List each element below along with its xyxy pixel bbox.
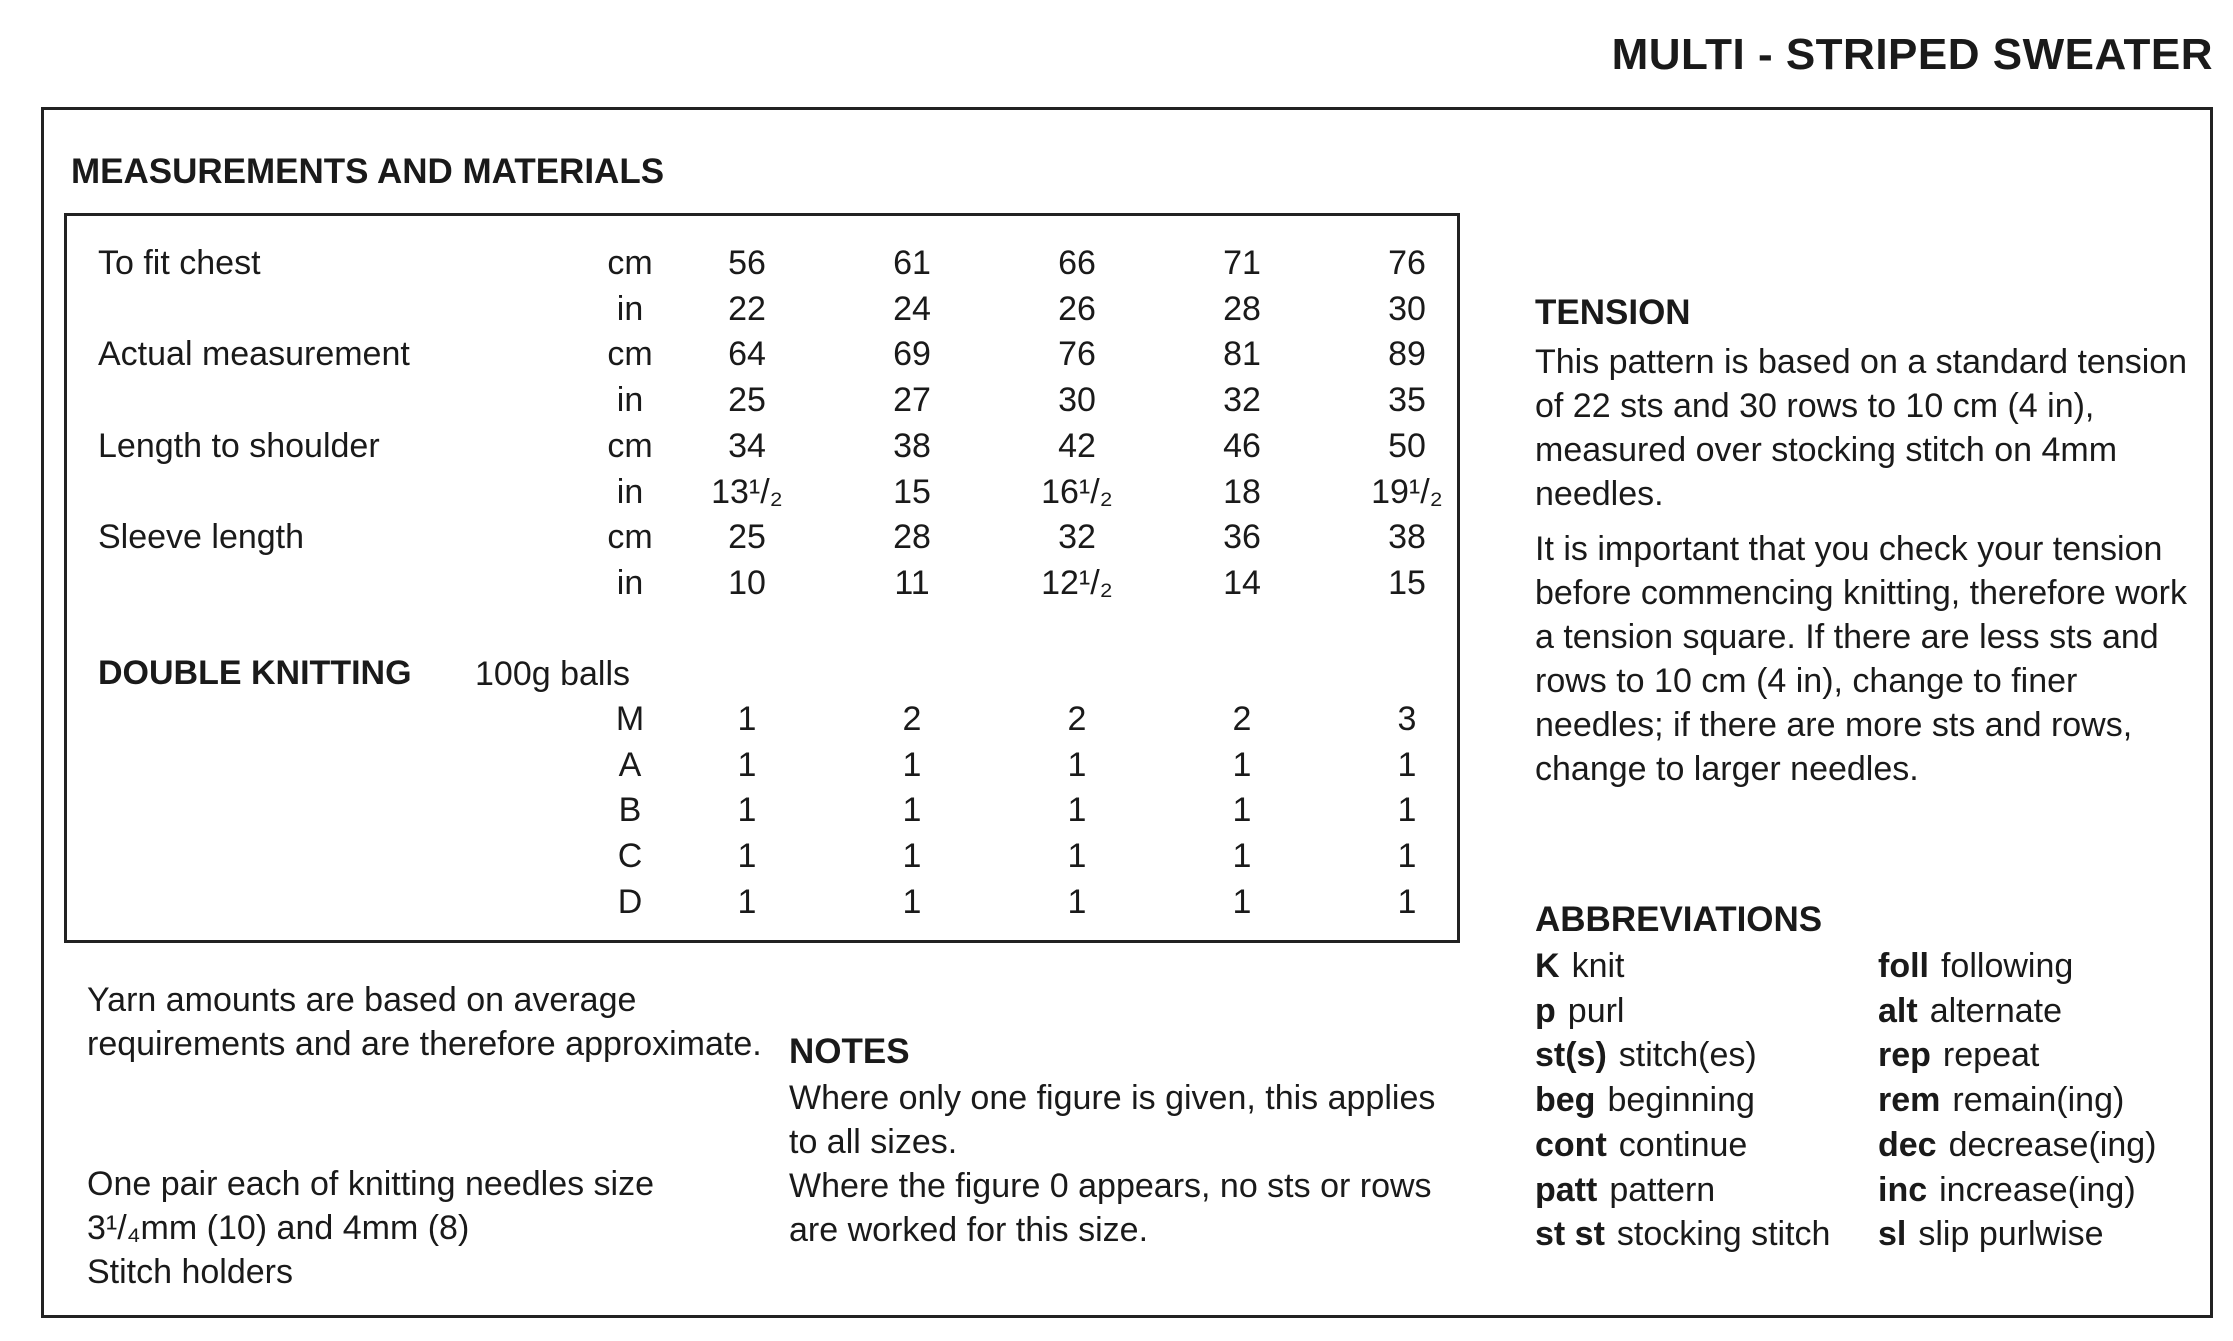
yarn-ball-count: 1 — [1232, 837, 1252, 876]
measurement-unit: in — [616, 289, 644, 328]
yarn-label: DOUBLE KNITTING — [98, 654, 412, 692]
yarn-ball-count: 1 — [1232, 745, 1252, 784]
measurement-value: 66 — [1058, 244, 1096, 282]
yarn-ball-count: 1 — [737, 791, 757, 830]
abbreviation-term: beg — [1535, 1081, 1596, 1120]
abbreviation-meaning: purl — [1567, 991, 1625, 1030]
abbreviation-item — [1535, 1126, 1747, 1165]
measurement-value: 64 — [728, 335, 766, 374]
measurement-value: 15 — [893, 472, 931, 511]
measurement-value: 38 — [1388, 518, 1426, 557]
measurement-unit: cm — [607, 335, 653, 374]
measurement-value: 22 — [728, 289, 766, 328]
abbreviation-term: K — [1535, 947, 1560, 985]
yarn-ball-count: 2 — [902, 700, 922, 738]
needles-note — [87, 1162, 787, 1294]
measurement-value: 69 — [893, 335, 931, 374]
measurement-value: 12¹/₂ — [1041, 563, 1113, 602]
yarn-ball-count: 1 — [1232, 791, 1252, 830]
measurement-value: 71 — [1223, 244, 1261, 282]
measurements-heading: MEASUREMENTS AND MATERIALS — [71, 152, 665, 191]
notes-line-1: Where only one figure is given, this applies to all sizes. — [789, 1079, 1436, 1161]
abbreviation-item — [1878, 947, 2073, 986]
measurement-value: 38 — [893, 426, 931, 465]
measurement-value: 10 — [728, 563, 766, 602]
yarn-colour-code: C — [617, 837, 643, 876]
abbreviation-item — [1878, 1126, 2156, 1165]
needles-line-2: 3¹/₄mm (10) and 4mm (8) — [87, 1209, 470, 1247]
measurement-unit: in — [616, 563, 644, 602]
abbreviation-item — [1535, 1171, 1715, 1210]
measurement-value: 25 — [728, 518, 766, 557]
measurement-value: 76 — [1058, 335, 1096, 374]
yarn-ball-count: 1 — [1397, 791, 1417, 830]
measurement-unit: cm — [607, 244, 653, 282]
measurement-value: 61 — [893, 244, 931, 282]
tension-heading: TENSION — [1535, 293, 1691, 332]
abbreviation-meaning: repeat — [1942, 1036, 2040, 1075]
yarn-ball-count: 1 — [737, 882, 757, 921]
notes-line-2: Where the figure 0 appears, no sts or rows are worked for this size. — [789, 1167, 1432, 1249]
abbreviation-meaning: remain(ing) — [1952, 1081, 2125, 1120]
yarn-ball-count: 1 — [902, 791, 922, 830]
abbreviation-meaning: stitch(es) — [1618, 1036, 1757, 1075]
abbreviation-term: dec — [1878, 1125, 1937, 1164]
measurement-value: 18 — [1223, 472, 1261, 511]
measurement-value: 56 — [728, 244, 766, 282]
page-title: MULTI - STRIPED SWEATER — [1611, 30, 2213, 79]
measurement-value: 24 — [893, 289, 931, 328]
abbreviation-meaning: pattern — [1609, 1170, 1716, 1209]
abbreviation-term: st st — [1535, 1215, 1605, 1254]
measurement-value: 16¹/₂ — [1041, 472, 1113, 511]
yarn-ball-count: 2 — [1232, 700, 1252, 738]
measurement-unit: in — [616, 472, 644, 511]
measurement-unit: cm — [607, 518, 653, 557]
yarn-ball-count: 1 — [902, 745, 922, 784]
abbreviation-term: sl — [1878, 1215, 1907, 1254]
abbreviation-item — [1878, 1036, 2039, 1075]
yarn-colour-code: M — [615, 700, 645, 738]
abbreviation-term: foll — [1878, 947, 1929, 985]
yarn-unit: 100g balls — [475, 655, 631, 693]
measurement-value: 36 — [1223, 518, 1261, 557]
measurement-value: 30 — [1058, 381, 1096, 420]
measurement-value: 76 — [1388, 244, 1426, 282]
abbreviation-item — [1535, 992, 1624, 1031]
measurement-unit: cm — [607, 426, 653, 465]
abbreviation-term: inc — [1878, 1170, 1928, 1209]
yarn-ball-count: 1 — [737, 837, 757, 876]
yarn-colour-code: D — [617, 882, 643, 921]
abbreviations-heading: ABBREVIATIONS — [1535, 900, 1823, 939]
yarn-ball-count: 1 — [1397, 882, 1417, 921]
abbreviation-term: rep — [1878, 1036, 1931, 1075]
measurement-value: 15 — [1388, 563, 1426, 602]
measurement-value: 30 — [1388, 289, 1426, 328]
abbreviation-item — [1878, 1171, 2136, 1210]
measurement-value: 34 — [728, 426, 766, 465]
notes-text — [789, 1076, 1469, 1252]
abbreviation-meaning: increase(ing) — [1939, 1170, 2136, 1209]
abbreviation-meaning: knit — [1571, 947, 1625, 985]
abbreviation-meaning: slip purlwise — [1918, 1215, 2104, 1254]
yarn-ball-count: 1 — [1232, 882, 1252, 921]
yarn-ball-count: 1 — [737, 700, 757, 738]
abbreviation-item — [1878, 992, 2062, 1031]
measurement-value: 13¹/₂ — [711, 472, 783, 511]
measurement-value: 25 — [728, 381, 766, 420]
yarn-ball-count: 1 — [902, 837, 922, 876]
measurement-label: Length to shoulder — [98, 426, 380, 465]
measurement-label: To fit chest — [98, 244, 261, 282]
yarn-ball-count: 3 — [1397, 700, 1417, 738]
tension-paragraph-1: This pattern is based on a standard tension of 22 sts and 30 rows to 10 cm (4 in), measured over stocking stitch on 4mm needles. — [1535, 343, 2188, 513]
yarn-ball-count: 1 — [1067, 837, 1087, 876]
yarn-ball-count: 1 — [1067, 745, 1087, 784]
abbreviation-item — [1878, 1215, 2104, 1254]
needles-line-3: Stitch holders — [87, 1253, 293, 1291]
measurement-value: 14 — [1223, 563, 1261, 602]
abbreviation-meaning: decrease(ing) — [1948, 1125, 2157, 1164]
measurement-value: 28 — [1223, 289, 1261, 328]
abbreviation-meaning: beginning — [1607, 1081, 1755, 1120]
yarn-ball-count: 1 — [1067, 882, 1087, 921]
abbreviation-item — [1535, 947, 1624, 986]
abbreviation-item — [1535, 1036, 1757, 1075]
abbreviation-meaning: following — [1940, 947, 2074, 985]
measurement-value: 42 — [1058, 426, 1096, 465]
measurement-value: 89 — [1388, 335, 1426, 374]
measurement-value: 26 — [1058, 289, 1096, 328]
abbreviation-term: cont — [1535, 1125, 1607, 1164]
measurement-label: Sleeve length — [98, 518, 305, 557]
yarn-ball-count: 1 — [1067, 791, 1087, 830]
yarn-colour-code: A — [618, 745, 642, 784]
abbreviation-meaning: stocking stitch — [1616, 1215, 1831, 1254]
measurement-value: 35 — [1388, 381, 1426, 420]
yarn-note: Yarn amounts are based on average requirements and are therefore approximate. — [87, 981, 762, 1063]
measurement-value: 46 — [1223, 426, 1261, 465]
abbreviation-item — [1878, 1081, 2124, 1120]
measurement-unit: in — [616, 381, 644, 420]
measurement-label: Actual measurement — [98, 335, 410, 374]
measurement-value: 11 — [894, 563, 930, 602]
abbreviation-term: patt — [1535, 1170, 1598, 1209]
yarn-ball-count: 1 — [902, 882, 922, 921]
measurement-value: 32 — [1058, 518, 1096, 557]
yarn-ball-count: 1 — [1397, 745, 1417, 784]
yarn-colour-code: B — [618, 791, 642, 830]
abbreviation-term: alt — [1878, 991, 1918, 1030]
yarn-ball-count: 1 — [1397, 837, 1417, 876]
abbreviation-term: p — [1535, 991, 1556, 1030]
tension-paragraph-2: It is important that you check your tension before commencing knitting, therefore work a tension square. If there are less sts and rows to 10 cm (4 in), change to finer needles; if there are more sts and rows, change to larger needles. — [1535, 530, 2187, 788]
yarn-ball-count: 2 — [1067, 700, 1087, 738]
measurement-value: 81 — [1223, 335, 1261, 374]
yarn-ball-count: 1 — [737, 745, 757, 784]
abbreviation-term: rem — [1878, 1081, 1941, 1120]
needles-line-1: One pair each of knitting needles size — [87, 1165, 655, 1203]
measurement-value: 32 — [1223, 381, 1261, 420]
notes-heading: NOTES — [789, 1032, 910, 1071]
measurement-value: 50 — [1388, 426, 1426, 465]
abbreviation-item — [1535, 1215, 1830, 1254]
measurement-value: 19¹/₂ — [1371, 472, 1443, 511]
abbreviation-term: st(s) — [1535, 1036, 1607, 1075]
abbreviation-meaning: continue — [1618, 1125, 1748, 1164]
abbreviation-meaning: alternate — [1929, 991, 2063, 1030]
measurement-value: 28 — [893, 518, 931, 557]
abbreviation-item — [1535, 1081, 1755, 1120]
measurement-value: 27 — [893, 381, 931, 420]
